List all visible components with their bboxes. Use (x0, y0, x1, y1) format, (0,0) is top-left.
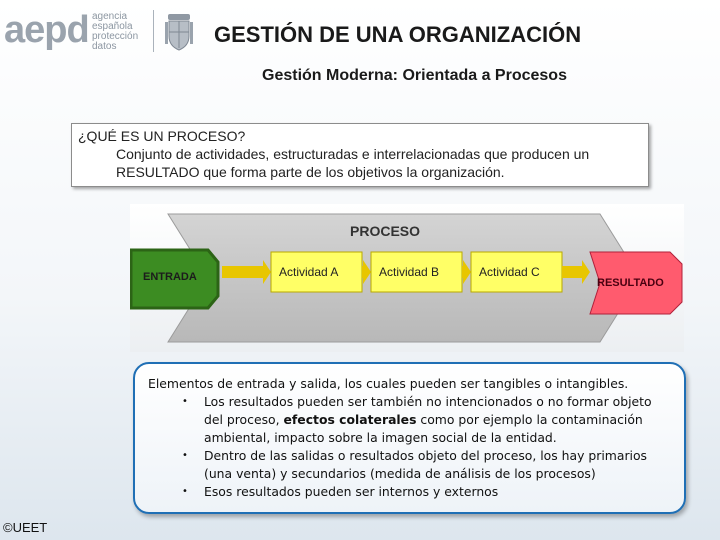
activity-label: Actividad B (379, 265, 440, 279)
aepd-logo (4, 8, 204, 54)
elements-intro: Elementos de entrada y salida, los cuales pueden ser tangibles o intangibles. (148, 376, 629, 391)
page-title: GESTIÓN DE UNA ORGANIZACIÓN (214, 22, 582, 47)
logo-line: agencia (92, 11, 128, 22)
logo-line: protección (92, 31, 139, 42)
logo-text (92, 12, 138, 52)
bullet-emphasis: efectos colaterales (283, 412, 417, 427)
list-item (148, 393, 674, 447)
definition-question: ¿QUÉ ES UN PROCESO? (78, 128, 246, 144)
copyright: ©UEET (3, 520, 48, 535)
logo-line: datos (92, 41, 117, 52)
logo-divider (153, 10, 154, 52)
page-subtitle: Gestión Moderna: Orientada a Procesos (262, 67, 567, 84)
list-item (148, 483, 674, 501)
bullet-text: Esos resultados pueden ser internos y externos (204, 484, 499, 499)
definition-box (71, 123, 649, 187)
bullet-text: Los resultados pueden ser también no intencionados o no formar objeto del proceso, (204, 394, 652, 427)
output-label: RESULTADO (597, 277, 664, 289)
coat-of-arms-icon (164, 12, 194, 52)
activity-label: Actividad C (479, 265, 540, 279)
list-item (148, 447, 674, 483)
input-label: ENTRADA (143, 271, 197, 283)
activity-label: Actividad A (279, 265, 339, 279)
bullet-icon: • (182, 450, 188, 461)
logo-line: española (92, 21, 133, 32)
process-label: PROCESO (350, 223, 421, 239)
bullet-icon: • (182, 486, 188, 497)
bullet-text: Dentro de las salidas o resultados objeto del proceso, los hay primarios (una venta) y secundarios (medida de análisis de los procesos) (204, 448, 648, 481)
definition-text: Conjunto de actividades, estructuradas e interrelacionadas que producen un RESULTADO que forma parte de los objetivos la organización. (116, 146, 590, 180)
bullet-icon: • (182, 396, 188, 407)
bullet-text: como por ejemplo la contaminación ambiental, impacto sobre la imagen social de la entidad. (204, 412, 643, 445)
elements-box (133, 362, 686, 514)
logo-mark: aepd (4, 9, 89, 51)
process-diagram (130, 204, 684, 352)
